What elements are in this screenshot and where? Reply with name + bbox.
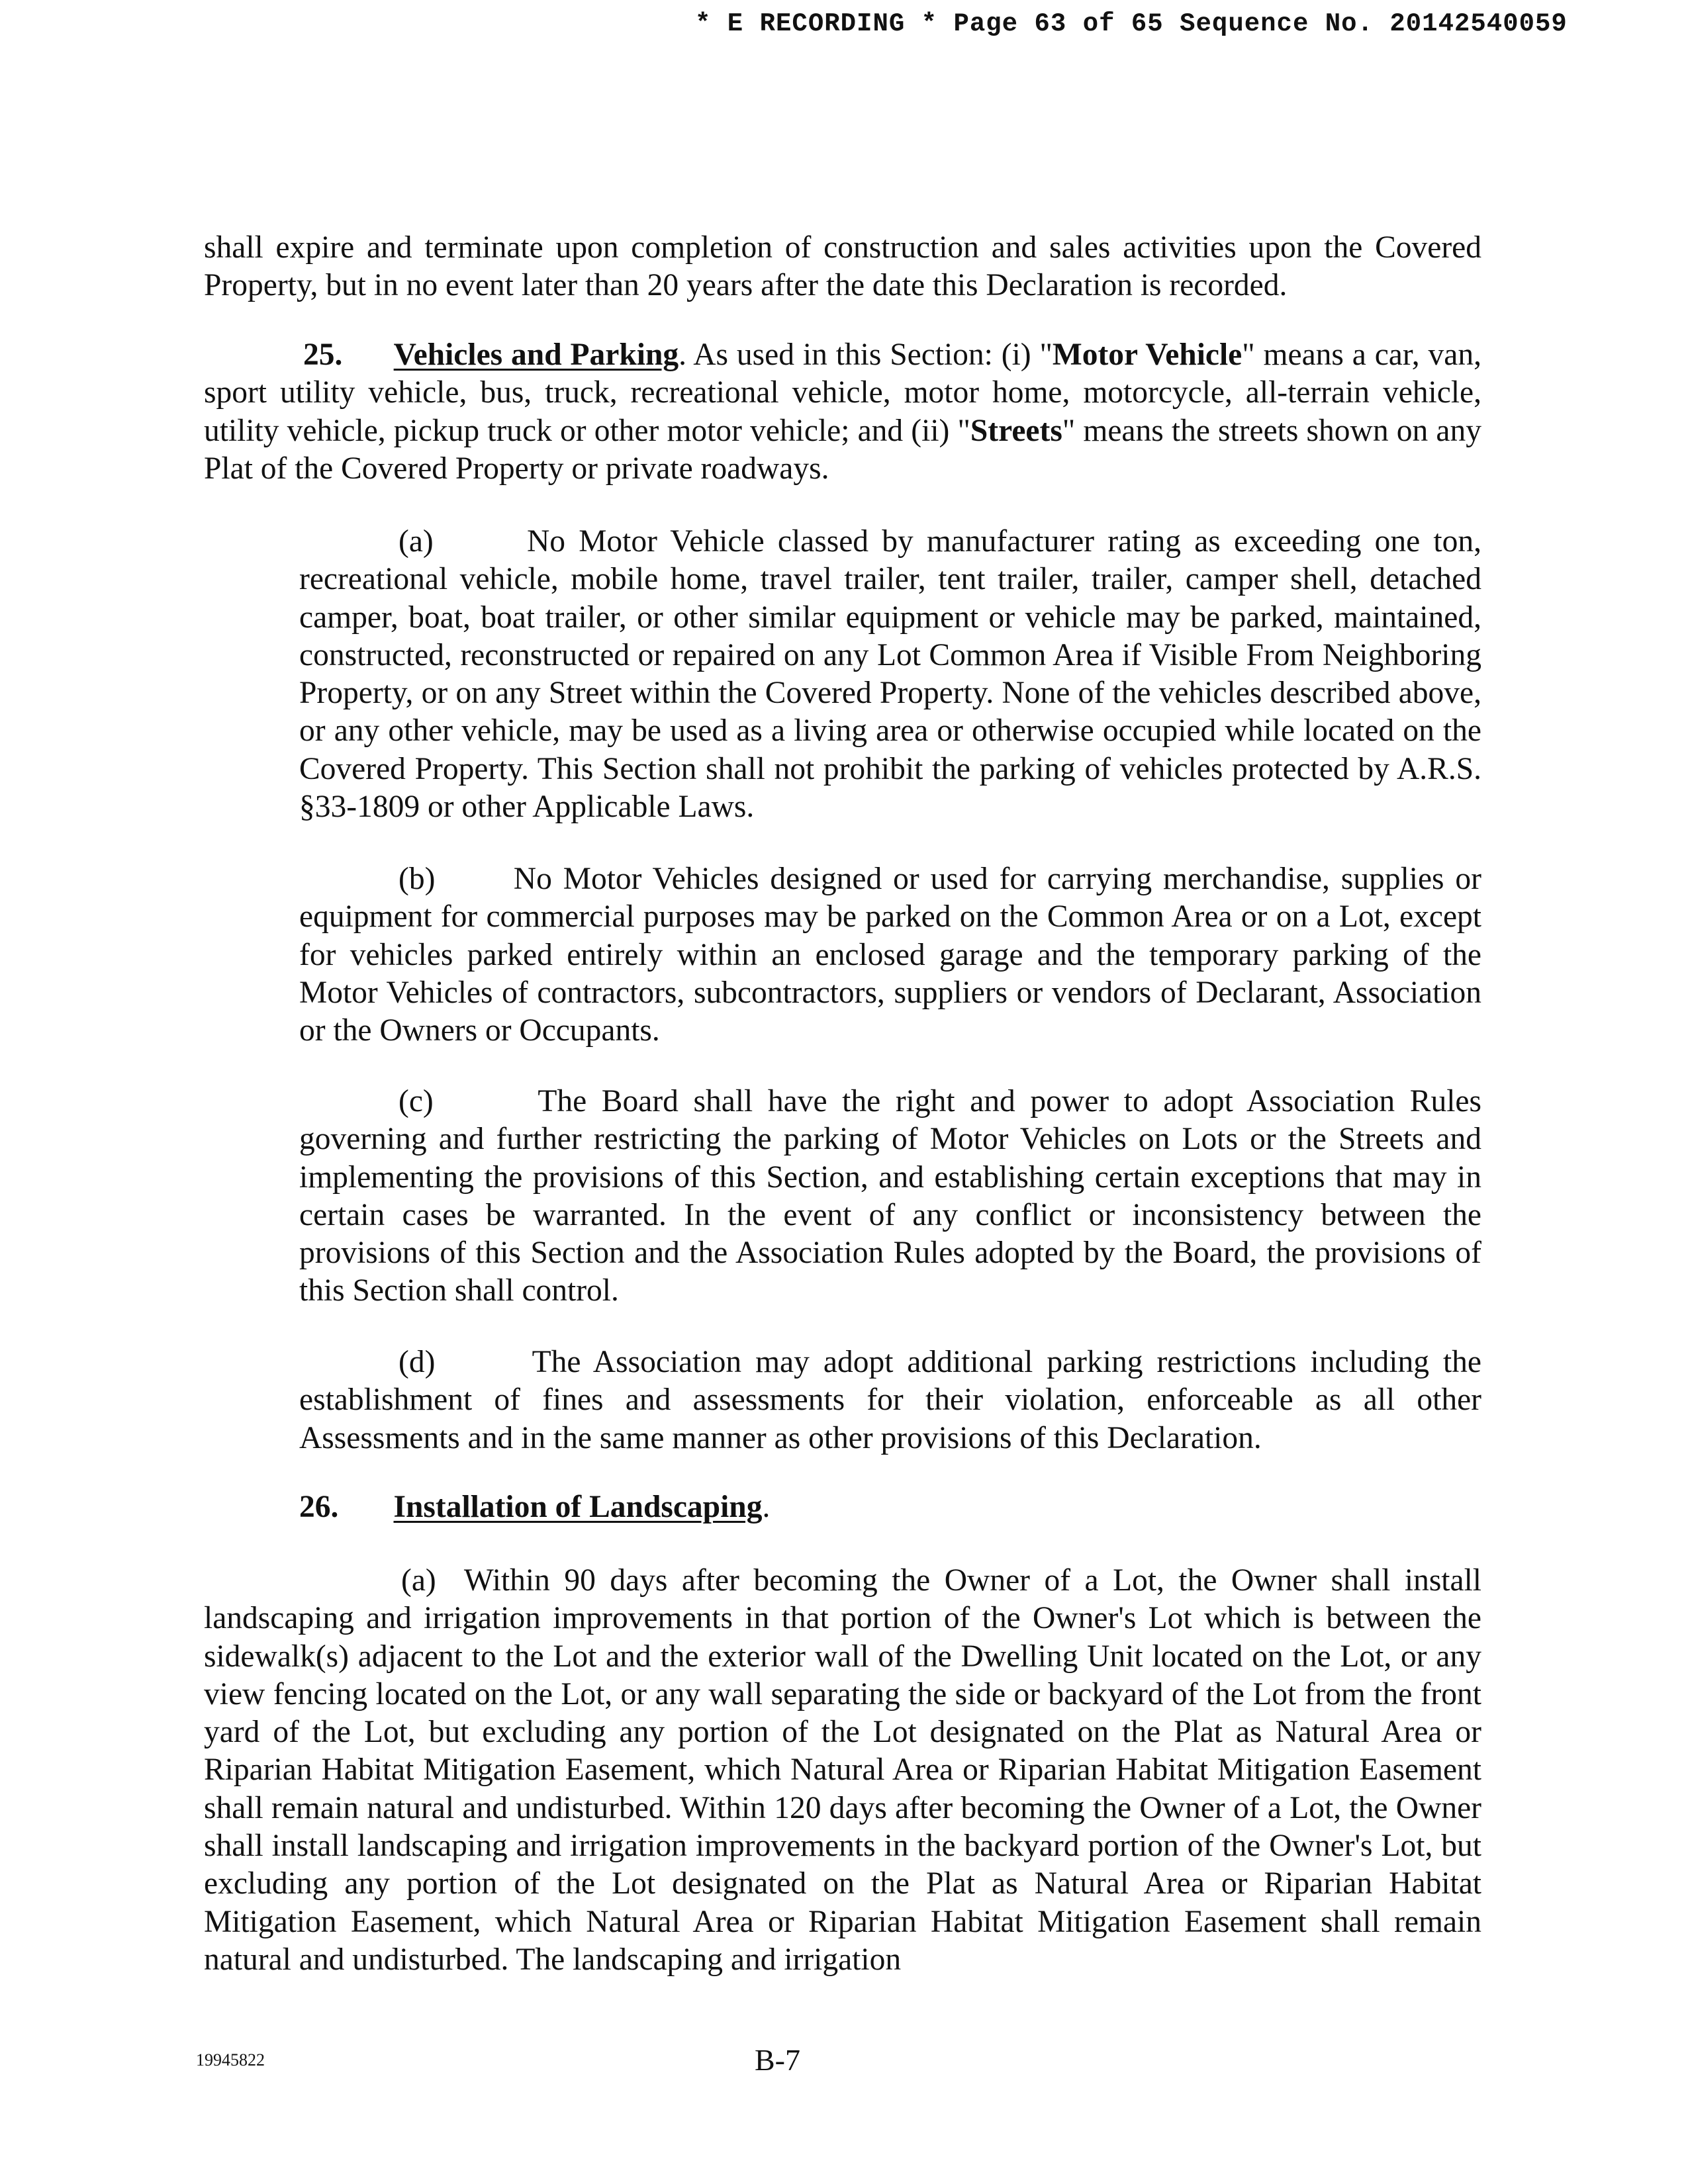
- section-26-title-end: .: [762, 1490, 771, 1524]
- section-25-c-text: The Board shall have the right and power to adopt Association Rules governing and further restricting the parking of Motor Vehicles on Lots or the Streets and implementing the provisions of this Section, and establishing certain exceptions that may in certain cases be warranted. In the event of any conflict or inconsistency between the provisions of this Section and the Association Rules adopted by the Board, the provisions of this Section shall control.: [299, 1084, 1481, 1308]
- section-25-title: Vehicles and Parking: [393, 338, 679, 372]
- term-motor-vehicle: Motor Vehicle: [1052, 338, 1243, 372]
- section-25-c-paragraph: [299, 1083, 1481, 1310]
- recording-header: * E RECORDING * Page 63 of 65 Sequence No. 20142540059: [695, 9, 1568, 38]
- continuation-paragraph: shall expire and terminate upon completion of construction and sales activities upon the Covered Property, but in no event later than 20 years after the date this Declaration is recorded.: [204, 230, 1481, 303]
- section-25-c-label: (c): [399, 1084, 434, 1118]
- section-26-title: Installation of Landscaping: [393, 1490, 763, 1524]
- section-25-d-label: (d): [399, 1345, 436, 1379]
- section-25-b-label: (b): [399, 862, 436, 896]
- section-25-d-text: The Association may adopt additional parking restrictions including the establishment of fines and assessments for their violation, enforceable as all other Assessments and in the same manner as other provisions of this Declaration.: [299, 1345, 1481, 1455]
- section-25-number: 25.: [303, 338, 343, 372]
- section-25-b-text: No Motor Vehicles designed or used for carrying merchandise, supplies or equipment for commercial purposes may be parked on the Common Area or on a Lot, except for vehicles parked entirely within an enclosed garage and the temporary parking of the Motor Vehicles of contractors, subcontractors, suppliers or vendors of Declarant, Association or the Owners or Occupants.: [299, 862, 1482, 1048]
- section-26-heading: [299, 1489, 770, 1525]
- section-26-number: 26.: [299, 1490, 339, 1524]
- section-25-a-label: (a): [399, 524, 434, 559]
- section-25-d-paragraph: [299, 1343, 1481, 1457]
- section-25-intro-a: . As used in this Section: (i) ": [679, 338, 1053, 372]
- section-25-a-paragraph: [299, 523, 1481, 826]
- section-26-a-paragraph: [204, 1562, 1481, 1979]
- page-number: B-7: [755, 2043, 800, 2077]
- section-25-a-text: No Motor Vehicle classed by manufacturer rating as exceeding one ton, recreational vehicle, mobile home, travel trailer, tent trailer, trailer, camper shell, detached camper, boat, boat trailer, or other similar equipment or vehicle may be parked, maintained, constructed, reconstructed or repaired on any Lot Common Area if Visible From Neighboring Property, or on any Street within the Covered Property. None of the vehicles described above, or any other vehicle, may be used as a living area or otherwise occupied while located on the Covered Property. This Section shall not prohibit the parking of vehicles protected by A.R.S. §33-1809 or other Applicable Laws.: [299, 524, 1482, 825]
- section-25-intro-b: " means a car, van, sport utility vehicle, bus, truck, recreational vehicle, motor home, motorcycle, all-terrain vehicle, utility vehicle, pickup truck or other motor vehicle; and (ii) ": [204, 338, 1482, 448]
- section-25-intro-c: " means the streets shown on any Plat of the Covered Property or private roadways.: [204, 413, 1481, 486]
- term-streets: Streets: [970, 413, 1062, 448]
- section-25-b-paragraph: [299, 860, 1481, 1050]
- section-25-paragraph: [204, 336, 1481, 488]
- document-number: 19945822: [196, 2050, 265, 2070]
- section-26-a-label: (a): [401, 1563, 436, 1598]
- section-26-a-text: Within 90 days after becoming the Owner of a Lot, the Owner shall install landscaping and irrigation improvements in that portion of the Owner's Lot which is between the sidewalk(s) adjacent to the Lot and the exterior wall of the Dwelling Unit located on the Lot, or any view fencing located on the Lot, or any wall separating the side or backyard of the Lot from the front yard of the Lot, but excluding any portion of the Lot designated on the Plat as Natural Area or Riparian Habitat Mitigation Easement, which Natural Area or Riparian Habitat Mitigation Easement shall remain natural and undisturbed. Within 120 days after becoming the Owner of a Lot, the Owner shall install landscaping and irrigation improvements in the backyard portion of the Owner's Lot, but excluding any portion of the Lot designated on the Plat as Natural Area or Riparian Habitat Mitigation Easement, which Natural Area or Riparian Habitat Mitigation Easement shall remain natural and undisturbed. The landscaping and irrigation: [204, 1563, 1481, 1977]
